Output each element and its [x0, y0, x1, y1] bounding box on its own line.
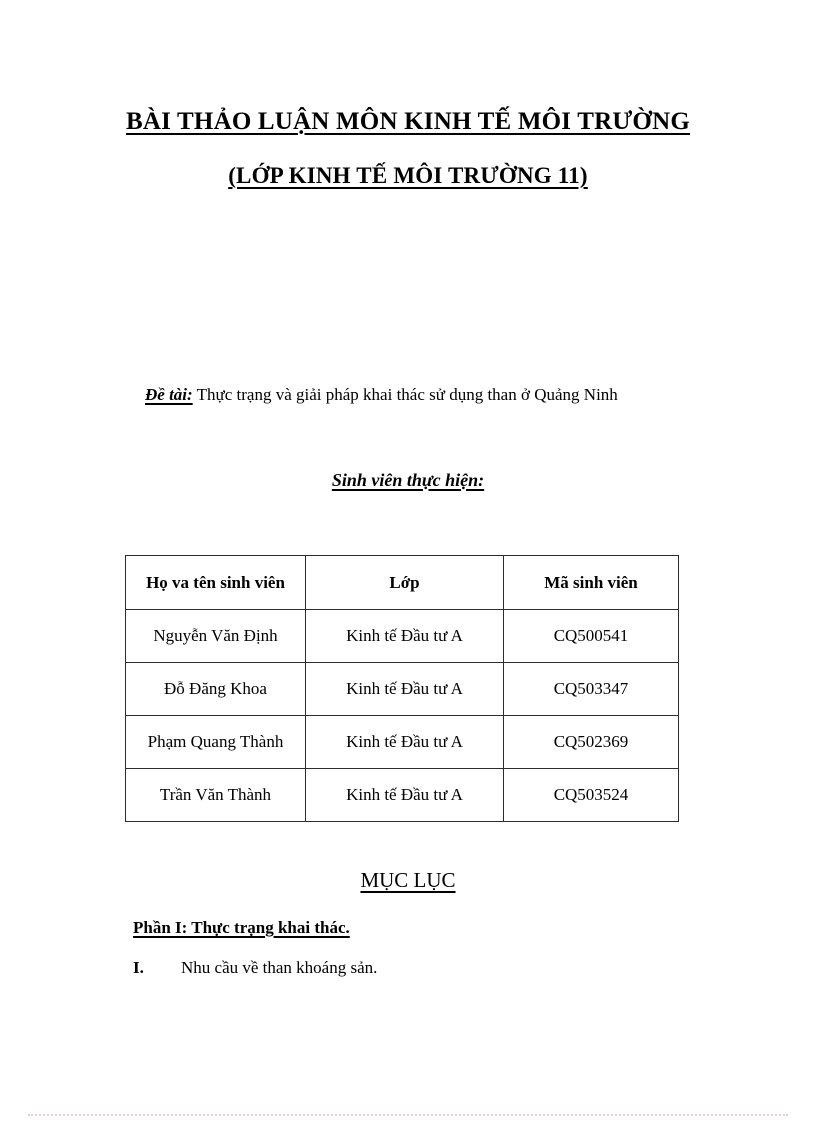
cell-student-name: Nguyễn Văn Định: [126, 610, 306, 663]
toc-item-1-number: I.: [133, 958, 144, 977]
table-header-code: Mã sinh viên: [504, 556, 679, 610]
document-title-sub: [0, 163, 816, 188]
cell-student-name: Phạm Quang Thành: [126, 716, 306, 769]
cell-student-class: Kinh tế Đầu tư A: [306, 610, 504, 663]
subject-line: [145, 385, 618, 405]
subject-value: Thực trạng và giải pháp khai thác sử dụng than ở Quảng Ninh: [196, 385, 618, 404]
cell-student-name: Đỗ Đăng Khoa: [126, 663, 306, 716]
students-heading-text: Sinh viên thực hiện:: [331, 470, 485, 490]
cell-student-class: Kinh tế Đầu tư A: [306, 769, 504, 822]
document-title-sub-text: (LỚP KINH TẾ MÔI TRƯỜNG 11): [228, 163, 588, 188]
cell-student-code: CQ503524: [504, 769, 679, 822]
table-row: [126, 610, 679, 663]
table-row: [126, 769, 679, 822]
cell-student-code: CQ502369: [504, 716, 679, 769]
toc-item-1: [133, 958, 377, 978]
subject-label: Đề tài:: [145, 385, 193, 404]
toc-item-1-text: Nhu cầu về than khoáng sản.: [181, 958, 378, 977]
students-heading: [0, 470, 816, 491]
document-title-main-text: BÀI THẢO LUẬN MÔN KINH TẾ MÔI TRƯỜNG: [126, 108, 690, 135]
table-header-row: [126, 556, 679, 610]
cell-student-class: Kinh tế Đầu tư A: [306, 663, 504, 716]
cell-student-code: CQ500541: [504, 610, 679, 663]
cell-student-name: Trần Văn Thành: [126, 769, 306, 822]
table-header-class: Lớp: [306, 556, 504, 610]
cell-student-class: Kinh tế Đầu tư A: [306, 716, 504, 769]
scan-artifact-dotted-line: [28, 1114, 788, 1118]
cell-student-code: CQ503347: [504, 663, 679, 716]
toc-heading-text: MỤC LỤC: [360, 868, 456, 892]
toc-part-1: Phần I: Thực trạng khai thác.: [133, 918, 350, 937]
table-header-name: Họ va tên sinh viên: [126, 556, 306, 610]
toc-heading: [0, 868, 816, 893]
table-row: [126, 716, 679, 769]
document-title-main: [0, 108, 816, 136]
students-table: [125, 555, 679, 822]
table-row: [126, 663, 679, 716]
